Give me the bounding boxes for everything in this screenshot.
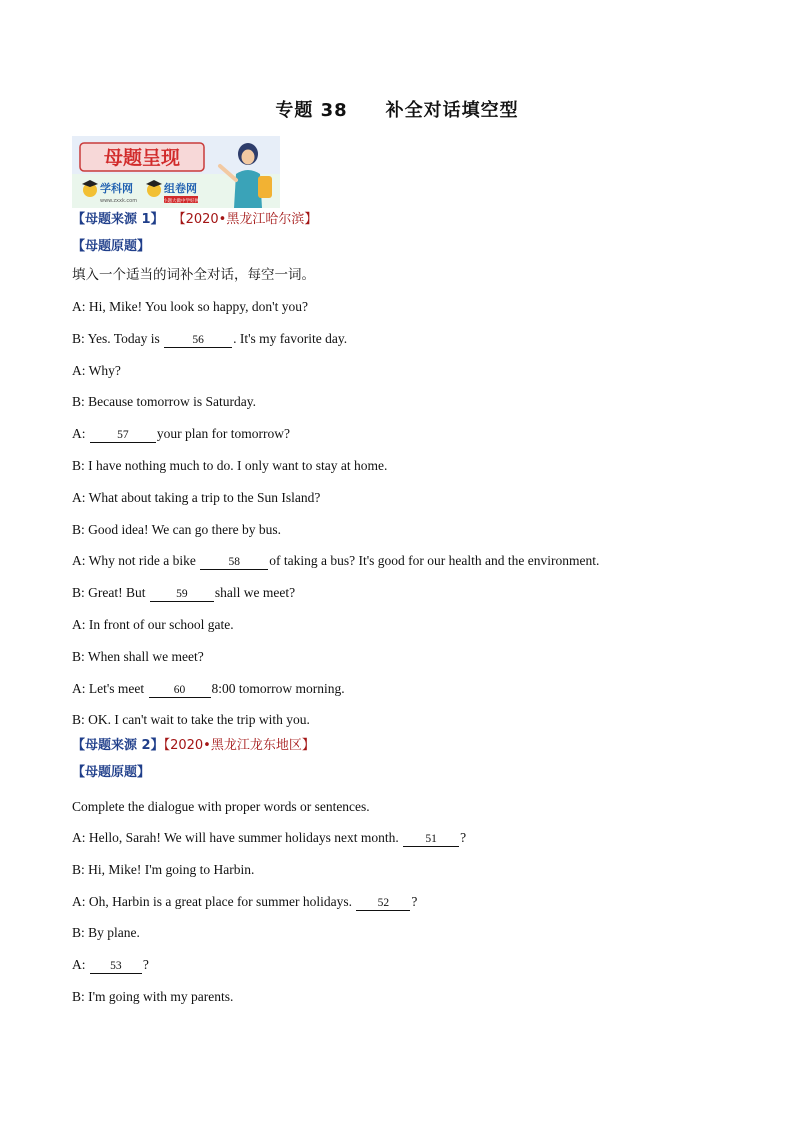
topic-name: 补全对话填空型 bbox=[385, 100, 519, 121]
answer-blank[interactable]: 57 bbox=[90, 428, 156, 443]
dialogue-line bbox=[72, 521, 281, 539]
dialogue-text: B: Good idea! We can go there by bus. bbox=[72, 521, 281, 537]
dialogue-line bbox=[72, 616, 234, 634]
logo-zujuan: 组卷网 bbox=[164, 182, 197, 195]
answer-blank[interactable]: 59 bbox=[150, 587, 214, 602]
dialogue-text: A: In front of our school gate. bbox=[72, 617, 234, 632]
dialogue-line bbox=[72, 861, 254, 879]
dialogue-text: B: Because tomorrow is Saturday. bbox=[72, 394, 256, 410]
dialogue-line bbox=[72, 584, 295, 602]
dialogue-text: ? bbox=[142, 957, 149, 973]
answer-blank[interactable]: 58 bbox=[200, 555, 268, 570]
original-2-label: 【母题原题】 bbox=[72, 765, 151, 780]
logo-xueke: 学科网 bbox=[100, 182, 133, 195]
topic-number: 专题 38 bbox=[275, 100, 348, 121]
source-2-value: 【2020•黑龙江龙东地区】 bbox=[163, 738, 315, 753]
instruction-1: 填入一个适当的词补全对话，每空一词。 bbox=[72, 267, 315, 283]
dialogue-text: B: I'm going with my parents. bbox=[72, 989, 234, 1004]
source-1-label: 【母题来源 1】 bbox=[72, 212, 164, 227]
dialogue-line bbox=[72, 680, 345, 698]
dialogue-line bbox=[72, 711, 310, 729]
dialogue-text: B: Great! But bbox=[72, 585, 149, 601]
dialogue-text: of taking a bus? It's good for our health and the environment. bbox=[269, 553, 600, 569]
dialogue-line bbox=[72, 425, 290, 443]
dialogue-text: B: Yes. Today is bbox=[72, 330, 164, 346]
dialogue-line bbox=[72, 298, 308, 316]
dialogue-text: A: bbox=[72, 426, 89, 442]
dialogue-line bbox=[72, 362, 121, 380]
dialogue-text: 8:00 tomorrow morning. bbox=[211, 680, 345, 696]
dialogue-text: ? bbox=[460, 830, 467, 845]
dialogue-line bbox=[72, 489, 320, 507]
instruction-2: Complete the dialogue with proper words or sentences. bbox=[72, 799, 370, 814]
answer-blank[interactable]: 56 bbox=[164, 333, 232, 348]
original-1-label: 【母题原题】 bbox=[72, 239, 151, 254]
source-2-line bbox=[72, 736, 315, 755]
dialogue-text: A: Let's meet bbox=[72, 680, 148, 696]
dialogue-line bbox=[72, 829, 466, 847]
dialogue-text: A: Oh, Harbin is a great place for summer holidays. bbox=[72, 893, 356, 909]
source-1-value: 【2020•黑龙江哈尔滨】 bbox=[172, 212, 318, 227]
dialogue-line bbox=[72, 330, 347, 348]
source-1-line bbox=[72, 210, 317, 229]
dialogue-text: A: Hello, Sarah! We will have summer holidays next month. bbox=[72, 830, 403, 845]
logo-xueke-url: www.zxxk.com bbox=[100, 198, 138, 204]
logo-zujuan-slogan: 小题大做中学好网 bbox=[163, 199, 199, 204]
dialogue-text: shall we meet? bbox=[214, 585, 296, 601]
answer-blank[interactable]: 60 bbox=[149, 683, 211, 698]
dialogue-text: A: bbox=[72, 957, 89, 973]
dialogue-text: A: Why? bbox=[72, 362, 121, 378]
dialogue-text: ? bbox=[411, 893, 418, 909]
dialogue-line bbox=[72, 393, 256, 411]
answer-blank[interactable]: 53 bbox=[90, 959, 142, 974]
dialogue-text: B: By plane. bbox=[72, 925, 140, 941]
answer-blank[interactable]: 52 bbox=[356, 896, 410, 911]
dialogue-text: A: Why not ride a bike bbox=[72, 553, 200, 569]
dialogue-line bbox=[72, 893, 417, 911]
dialogue-text: B: When shall we meet? bbox=[72, 648, 204, 664]
source-2-label: 【母题来源 2】 bbox=[72, 738, 164, 753]
dialogue-line bbox=[72, 648, 204, 666]
dialogue-line bbox=[72, 988, 233, 1006]
dialogue-line bbox=[72, 457, 387, 475]
dialogue-text: B: OK. I can't wait to take the trip with you. bbox=[72, 712, 310, 728]
dialogue-text: your plan for tomorrow? bbox=[156, 426, 290, 442]
dialogue-text: . It's my favorite day. bbox=[233, 330, 348, 346]
page-title bbox=[0, 96, 794, 122]
dialogue-text: A: Hi, Mike! You look so happy, don't you? bbox=[72, 299, 308, 314]
banner-heading: 母题呈现 bbox=[103, 147, 181, 169]
dialogue-text: B: Hi, Mike! I'm going to Harbin. bbox=[72, 861, 255, 877]
mother-question-banner bbox=[72, 136, 280, 208]
answer-blank[interactable]: 51 bbox=[403, 832, 459, 847]
dialogue-text: A: What about taking a trip to the Sun Island? bbox=[72, 489, 321, 505]
dialogue-line bbox=[72, 552, 599, 570]
banner-graphic bbox=[72, 136, 280, 208]
dialogue-line bbox=[72, 924, 140, 942]
dialogue-line bbox=[72, 956, 149, 974]
dialogue-text: B: I have nothing much to do. I only want to stay at home. bbox=[72, 458, 388, 473]
